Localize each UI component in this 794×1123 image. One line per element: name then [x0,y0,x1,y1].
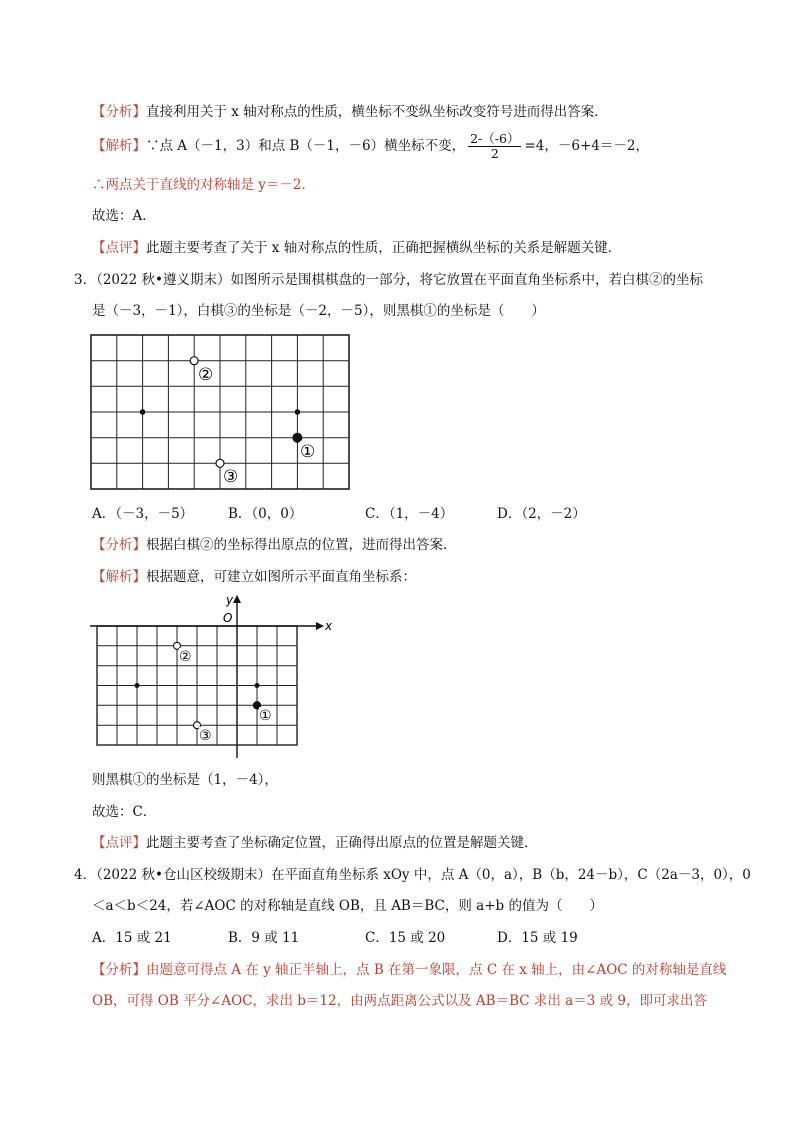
q2-analysis [92,102,608,122]
y-axis-arrow-icon [233,595,241,603]
star-point [295,409,301,415]
q2-conclusion: ∴两点关于直线的对称轴是 y＝－2． [92,177,316,193]
option-b[interactable]: B．（0，0） [228,506,303,522]
star-point [135,683,140,688]
analysis-text: 直接利用关于 x 轴对称点的性质，横坐标不变纵坐标改变符号进而得出答案． [146,104,608,120]
label-white-2: ② [179,649,192,665]
q3-comment [92,833,538,853]
option-c[interactable]: C．（1，－4） [365,506,454,522]
analysis-tag: 【分析】 [92,537,146,553]
q2-answer: 故选：A． [92,208,156,224]
comment-text: 此题主要考查了坐标确定位置，正确得出原点的位置是解题关键． [146,835,538,851]
option-c[interactable]: C．15 或 20 [365,930,446,946]
solution-text: 根据题意，可建立如图所示平面直角坐标系： [146,569,416,585]
label-white-3: ③ [223,467,239,487]
solution-post: =4，－6+4＝－2， [524,138,649,154]
star-point [255,683,260,688]
q4-analysis-line1 [92,960,726,980]
q3-stem-line1: 3．（2022 秋•遵义期末）如图所示是围棋棋盘的一部分，将它放置在平面直角坐标系中，若白棋②的坐标 [74,272,703,288]
option-d[interactable]: D．（2，－2） [497,506,586,522]
q3-solution [92,567,416,587]
q3-stem-line2: 是（－3，－1），白棋③的坐标是（－2，－5），则黑棋①的坐标是（ ） [92,303,545,319]
option-a[interactable]: A．15 或 21 [92,930,172,946]
label-black-1: ① [300,442,316,462]
origin-label: O [223,611,233,625]
fraction-denominator: 2 [490,146,499,161]
solution-tag: 【解析】 [92,569,146,585]
solution-tag: 【解析】 [92,138,146,154]
y-axis-label: y [226,593,234,607]
q3-result: 则黑棋①的坐标是（1，－4）， [92,772,278,788]
q4-analysis-line2: OB，可得 OB 平分∠AOC，求出 b＝12，由两点距离公式以及 AB＝BC 求出 a＝3 或 9，即可求出答 [92,993,707,1009]
q4-stem-line2: ＜a＜b＜24，若∠AOC 的对称轴是直线 OB，且 AB＝BC，则 a+b 的值为（ ） [92,898,603,914]
fraction [468,132,521,161]
option-a[interactable]: A．（－3，－5） [92,506,194,522]
solution-pre: ∵点 A（－1，3）和点 B（－1，－6）横坐标不变， [146,138,466,154]
comment-tag: 【点评】 [92,835,146,851]
coordinate-figure [88,590,338,760]
analysis-tag: 【分析】 [92,962,146,978]
q4-stem-line1: 4．（2022 秋•仓山区校级期末）在平面直角坐标系 xOy 中，点 A（0，a），B（b，24－b），C（2a－3，0），0 [74,867,751,883]
star-point [140,409,146,415]
white-stone-2 [190,357,198,365]
label-white-2: ② [198,365,214,385]
label-black-1: ① [259,708,272,724]
q3-analysis [92,535,457,555]
q2-comment [92,238,621,258]
fraction-numerator: 2-（-6） [470,131,520,146]
option-b[interactable]: B．9 或 11 [228,930,300,946]
q3-answer: 故选：C． [92,804,157,820]
comment-tag: 【点评】 [92,240,146,256]
label-white-3: ③ [199,728,212,744]
go-board-figure [88,332,356,494]
comment-text: 此题主要考查了关于 x 轴对称点的性质，正确把握横纵坐标的关系是解题关键． [146,240,622,256]
option-d[interactable]: D．15 或 19 [497,930,578,946]
x-axis-arrow-icon [316,622,324,630]
analysis-tag: 【分析】 [92,104,146,120]
analysis-text: 根据白棋②的坐标得出原点的位置，进而得出答案． [146,537,457,553]
x-axis-label: x [325,619,333,633]
q2-solution [92,131,649,161]
analysis-text: 由题意可得点 A 在 y 轴正半轴上，点 B 在第一象限，点 C 在 x 轴上，由∠AOC 的对称轴是直线 [146,962,727,978]
